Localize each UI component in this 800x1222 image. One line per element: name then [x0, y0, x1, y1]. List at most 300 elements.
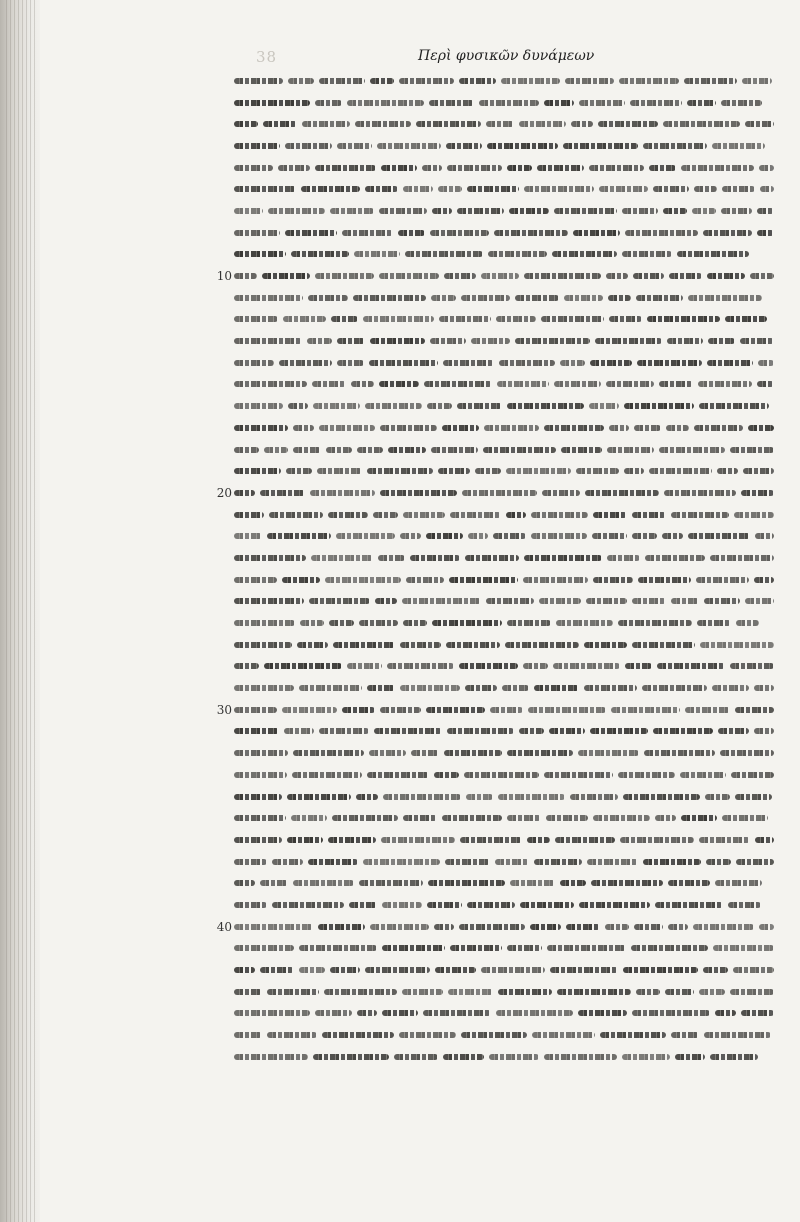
text-line [234, 1003, 782, 1025]
text-line [234, 92, 782, 114]
word-ink [507, 165, 532, 171]
word-ink [291, 815, 327, 821]
greek-text-ink [234, 656, 782, 678]
greek-text-ink [234, 851, 782, 873]
greek-text-ink [234, 721, 782, 743]
word-ink [688, 533, 750, 539]
word-ink [712, 685, 749, 691]
word-ink [712, 143, 765, 149]
word-ink [399, 1032, 456, 1038]
word-ink [471, 338, 510, 344]
word-ink [531, 533, 587, 539]
word-ink [552, 251, 617, 257]
word-ink [484, 425, 539, 431]
word-ink [645, 555, 705, 561]
word-ink [329, 620, 354, 626]
word-ink [447, 165, 502, 171]
word-ink [550, 967, 618, 973]
word-ink [507, 815, 541, 821]
word-ink [291, 251, 349, 257]
word-ink [496, 316, 536, 322]
word-ink [423, 1010, 491, 1016]
word-ink [234, 598, 304, 604]
word-ink [699, 989, 725, 995]
word-ink [349, 902, 377, 908]
word-ink [700, 642, 774, 648]
word-ink [234, 728, 279, 734]
greek-text-ink [234, 547, 782, 569]
word-ink [544, 772, 613, 778]
word-ink [730, 663, 774, 669]
word-ink [573, 230, 620, 236]
word-ink [347, 663, 382, 669]
word-ink [442, 425, 479, 431]
word-ink [699, 837, 750, 843]
word-ink [260, 967, 294, 973]
word-ink [319, 78, 365, 84]
word-ink [494, 230, 568, 236]
word-ink [722, 186, 755, 192]
word-ink [523, 663, 548, 669]
line-number: 10 [216, 269, 232, 284]
word-ink [398, 230, 425, 236]
word-ink [402, 989, 443, 995]
word-ink [703, 967, 728, 973]
word-ink [317, 468, 362, 474]
text-line [234, 656, 782, 678]
bleed-through-page-number: 38 [256, 48, 278, 66]
word-ink [731, 772, 774, 778]
word-ink [234, 685, 294, 691]
word-ink [703, 230, 752, 236]
word-ink [515, 338, 590, 344]
word-ink [363, 316, 434, 322]
word-ink [457, 403, 502, 409]
word-ink [554, 208, 617, 214]
word-ink [498, 989, 552, 995]
word-ink [758, 360, 774, 366]
word-ink [234, 1054, 308, 1060]
word-ink [528, 707, 606, 713]
text-line [234, 460, 782, 482]
word-ink [642, 685, 707, 691]
word-ink [431, 447, 478, 453]
word-ink [507, 403, 584, 409]
word-ink [728, 902, 761, 908]
word-ink [760, 186, 774, 192]
word-ink [432, 208, 452, 214]
greek-text-ink [234, 352, 782, 374]
word-ink [519, 121, 566, 127]
word-ink [445, 859, 490, 865]
word-ink [748, 425, 774, 431]
word-ink [379, 208, 427, 214]
word-ink [283, 316, 326, 322]
word-ink [234, 490, 255, 496]
word-ink [464, 772, 539, 778]
word-ink [427, 403, 452, 409]
text-line [234, 113, 782, 135]
word-ink [653, 186, 689, 192]
word-ink [671, 598, 699, 604]
word-ink [234, 945, 294, 951]
word-ink [354, 251, 400, 257]
text-line [234, 872, 782, 894]
word-ink [707, 360, 753, 366]
word-ink [284, 728, 314, 734]
word-ink [353, 295, 426, 301]
word-ink [405, 251, 483, 257]
word-ink [553, 663, 620, 669]
greek-text-ink [234, 70, 782, 92]
word-ink [663, 208, 687, 214]
word-ink [446, 642, 500, 648]
greek-text-ink [234, 764, 782, 786]
text-line [234, 525, 782, 547]
greek-text-ink [234, 287, 782, 309]
word-ink [430, 230, 489, 236]
word-ink [715, 880, 762, 886]
word-ink [299, 945, 377, 951]
greek-text-ink [234, 244, 782, 266]
word-ink [402, 598, 481, 604]
word-ink [669, 273, 702, 279]
word-ink [260, 490, 305, 496]
word-ink [318, 924, 365, 930]
word-ink [381, 165, 417, 171]
word-ink [684, 78, 737, 84]
word-ink [337, 338, 365, 344]
word-ink [234, 251, 286, 257]
word-ink [313, 1054, 389, 1060]
word-ink [725, 316, 767, 322]
word-ink [653, 728, 713, 734]
word-ink [429, 100, 474, 106]
word-ink [299, 685, 362, 691]
word-ink [300, 620, 324, 626]
word-ink [554, 381, 601, 387]
word-ink [263, 121, 297, 127]
word-ink [406, 577, 444, 583]
word-ink [234, 902, 267, 908]
text-line [234, 287, 782, 309]
word-ink [381, 837, 455, 843]
text-line [234, 417, 782, 439]
text-line [234, 330, 782, 352]
word-ink [309, 598, 370, 604]
word-ink [598, 121, 658, 127]
word-ink [301, 186, 360, 192]
word-ink [710, 1054, 758, 1060]
word-ink [493, 533, 526, 539]
word-ink [524, 273, 601, 279]
word-ink [630, 100, 682, 106]
word-ink [501, 78, 560, 84]
word-ink [379, 273, 439, 279]
word-ink [649, 165, 676, 171]
word-ink [755, 837, 774, 843]
word-ink [234, 273, 257, 279]
word-ink [324, 989, 397, 995]
greek-text-ink [234, 395, 782, 417]
word-ink [584, 642, 627, 648]
word-ink [434, 924, 454, 930]
word-ink [403, 620, 427, 626]
word-ink [713, 945, 774, 951]
word-ink [655, 902, 723, 908]
word-ink [665, 989, 694, 995]
word-ink [315, 1010, 352, 1016]
word-ink [319, 728, 369, 734]
word-ink [668, 880, 710, 886]
word-ink [659, 447, 725, 453]
word-ink [430, 338, 466, 344]
text-line [234, 569, 782, 591]
greek-text-ink [234, 916, 782, 938]
word-ink [632, 642, 695, 648]
text-line [234, 70, 782, 92]
word-ink [388, 447, 426, 453]
greek-text-ink [234, 981, 782, 1003]
word-ink [438, 468, 470, 474]
word-ink [704, 1032, 771, 1038]
word-ink [427, 902, 462, 908]
word-ink [282, 707, 337, 713]
word-ink [264, 447, 288, 453]
word-ink [507, 750, 573, 756]
word-ink [292, 772, 362, 778]
word-ink [234, 512, 264, 518]
word-ink [584, 685, 637, 691]
word-ink [382, 1010, 418, 1016]
word-ink [757, 381, 774, 387]
word-ink [234, 1032, 262, 1038]
word-ink [685, 707, 730, 713]
text-line [234, 851, 782, 873]
word-ink [680, 772, 726, 778]
word-ink [342, 707, 375, 713]
word-ink [624, 403, 694, 409]
greek-text-ink [234, 872, 782, 894]
word-ink [342, 230, 393, 236]
word-ink [267, 1032, 317, 1038]
word-ink [486, 121, 514, 127]
word-ink [520, 902, 574, 908]
page-stack-edge [6, 0, 36, 1222]
word-ink [647, 316, 720, 322]
word-ink [431, 295, 456, 301]
word-ink [465, 555, 519, 561]
word-ink [288, 78, 314, 84]
word-ink [448, 989, 493, 995]
word-ink [663, 121, 740, 127]
word-ink [369, 750, 406, 756]
word-ink [380, 707, 421, 713]
word-ink [467, 186, 519, 192]
word-ink [234, 967, 255, 973]
word-ink [619, 78, 679, 84]
word-ink [234, 1010, 310, 1016]
word-ink [609, 425, 629, 431]
greek-text-ink [234, 612, 782, 634]
word-ink [337, 143, 372, 149]
text-line [234, 439, 782, 461]
word-ink [328, 512, 368, 518]
greek-text-ink [234, 178, 782, 200]
word-ink [542, 490, 580, 496]
word-ink [524, 555, 602, 561]
word-ink [497, 381, 549, 387]
word-ink [234, 880, 255, 886]
word-ink [367, 468, 433, 474]
greek-text-ink [234, 699, 782, 721]
word-ink [278, 165, 310, 171]
word-ink [530, 924, 561, 930]
word-ink [394, 1054, 438, 1060]
word-ink [623, 967, 698, 973]
word-ink [609, 316, 642, 322]
text-line [234, 764, 782, 786]
word-ink [611, 707, 680, 713]
word-ink [524, 186, 594, 192]
word-ink [736, 620, 759, 626]
word-ink [570, 794, 618, 800]
word-ink [315, 273, 374, 279]
word-ink [426, 707, 485, 713]
word-ink [675, 1054, 705, 1060]
word-ink [606, 273, 628, 279]
word-ink [579, 902, 650, 908]
word-ink [632, 1010, 710, 1016]
word-ink [587, 859, 638, 865]
word-ink [721, 100, 762, 106]
greek-text-ink [234, 135, 782, 157]
word-ink [293, 750, 364, 756]
word-ink [593, 577, 633, 583]
word-ink [657, 663, 725, 669]
word-ink [509, 208, 549, 214]
word-ink [434, 772, 459, 778]
word-ink [379, 381, 419, 387]
word-ink [671, 512, 729, 518]
word-ink [506, 512, 526, 518]
word-ink [694, 186, 717, 192]
word-ink [333, 642, 395, 648]
word-ink [308, 295, 348, 301]
text-line [234, 894, 782, 916]
running-head: Περὶ φυσικῶν δυνάμεων [418, 48, 595, 64]
word-ink [234, 750, 288, 756]
word-ink [515, 295, 559, 301]
word-ink [355, 121, 411, 127]
word-ink [446, 143, 482, 149]
word-ink [370, 338, 425, 344]
word-ink [759, 165, 774, 171]
word-ink [443, 1054, 484, 1060]
word-ink [234, 859, 267, 865]
greek-text-ink [234, 374, 782, 396]
word-ink [234, 295, 303, 301]
word-ink [638, 577, 691, 583]
word-ink [330, 208, 374, 214]
greek-text-block [216, 70, 782, 1068]
word-ink [286, 468, 312, 474]
word-ink [499, 360, 555, 366]
word-ink [302, 121, 350, 127]
word-ink [234, 447, 259, 453]
word-ink [622, 1054, 670, 1060]
word-ink [400, 685, 460, 691]
word-ink [589, 165, 644, 171]
word-ink [466, 794, 493, 800]
word-ink [708, 338, 735, 344]
word-ink [745, 121, 774, 127]
text-line [234, 721, 782, 743]
word-ink [632, 533, 657, 539]
text-line [234, 504, 782, 526]
word-ink [461, 1032, 527, 1038]
word-ink [560, 880, 586, 886]
word-ink [506, 468, 571, 474]
word-ink [623, 794, 700, 800]
greek-text-ink [234, 504, 782, 526]
word-ink [234, 360, 274, 366]
word-ink [496, 1010, 573, 1016]
word-ink [234, 425, 288, 431]
word-ink [710, 555, 774, 561]
word-ink [636, 989, 660, 995]
word-ink [382, 945, 445, 951]
word-ink [698, 381, 752, 387]
greek-text-ink [234, 959, 782, 981]
text-line [234, 742, 782, 764]
word-ink [681, 165, 754, 171]
text-line [234, 612, 782, 634]
word-ink [495, 859, 529, 865]
word-ink [325, 577, 401, 583]
word-ink [590, 360, 632, 366]
word-ink [489, 1054, 539, 1060]
word-ink [450, 945, 502, 951]
word-ink [697, 620, 731, 626]
word-ink [662, 533, 683, 539]
word-ink [367, 685, 395, 691]
greek-text-ink [234, 330, 782, 352]
text-line [234, 981, 782, 1003]
word-ink [468, 533, 488, 539]
word-ink [696, 577, 749, 583]
word-ink [312, 381, 346, 387]
word-ink [400, 533, 421, 539]
word-ink [757, 230, 774, 236]
greek-text-ink [234, 677, 782, 699]
word-ink [351, 381, 374, 387]
text-line [216, 916, 782, 938]
word-ink [475, 468, 501, 474]
greek-text-ink [234, 786, 782, 808]
word-ink [741, 1010, 774, 1016]
word-ink [544, 425, 604, 431]
word-ink [234, 577, 277, 583]
word-ink [740, 338, 774, 344]
word-ink [694, 425, 743, 431]
word-ink [677, 251, 749, 257]
word-ink [537, 165, 584, 171]
text-line [216, 265, 782, 287]
word-ink [234, 772, 287, 778]
word-ink [447, 728, 514, 734]
word-ink [632, 512, 666, 518]
